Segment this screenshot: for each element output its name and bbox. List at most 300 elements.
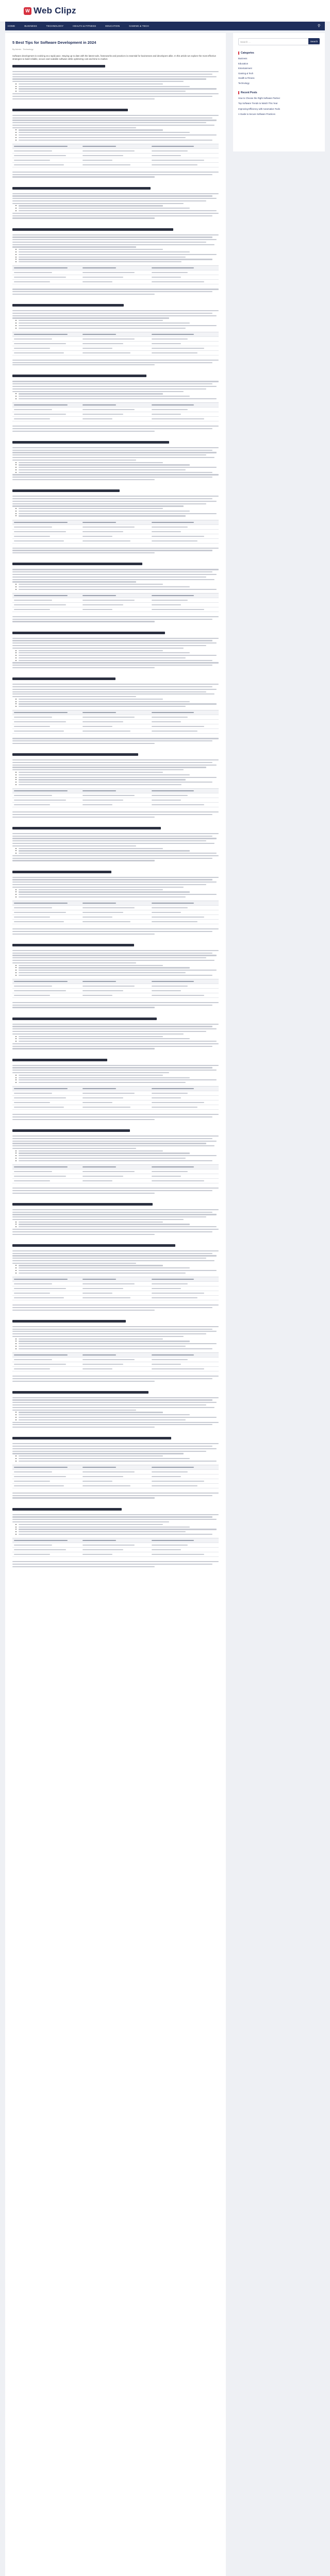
list-item: [12, 774, 219, 775]
category-link[interactable]: Education: [238, 62, 249, 65]
text-line: [12, 1250, 219, 1251]
list-item: [12, 86, 219, 87]
text-line: [12, 1443, 219, 1444]
table-row: [12, 1174, 219, 1179]
list-item: [12, 469, 219, 470]
text-line: [12, 1048, 155, 1049]
list-item: [12, 1075, 219, 1076]
list-item: [12, 772, 219, 773]
table-row: [12, 1277, 219, 1282]
article-section: [12, 1203, 219, 1235]
text-line: [12, 1397, 219, 1398]
data-table: [12, 1352, 219, 1371]
text-line: [12, 474, 219, 475]
search-button[interactable]: Search: [308, 38, 320, 44]
text-line: [12, 638, 219, 639]
list-item: [12, 1265, 219, 1266]
text-line: [12, 1141, 217, 1142]
table-row: [12, 149, 219, 154]
table-row: [12, 724, 219, 729]
text-line: [12, 1072, 169, 1073]
list-item: [12, 1461, 219, 1462]
text-line: [12, 1336, 184, 1337]
text-line: [12, 962, 136, 963]
text-line: [12, 858, 212, 859]
text-line: [12, 1399, 212, 1400]
text-line: [12, 1231, 212, 1232]
text-line: [12, 769, 184, 770]
table-row: [12, 989, 219, 993]
text-line: [12, 431, 155, 432]
text-line: [12, 200, 206, 201]
list-item: [12, 894, 219, 895]
text-line: [12, 1514, 219, 1515]
text-line: [12, 195, 212, 196]
search-input[interactable]: [238, 38, 320, 45]
article-section: [12, 65, 219, 99]
table-row: [12, 525, 219, 530]
text-line: [12, 640, 212, 641]
list-item: [12, 1348, 219, 1349]
text-line: [12, 1188, 219, 1189]
list-item: [12, 1082, 219, 1083]
section-heading: [12, 827, 161, 829]
list-item: [12, 853, 219, 854]
data-table: [12, 332, 219, 355]
table-row: [12, 403, 219, 408]
list-item: [12, 965, 219, 966]
table-row: [12, 270, 219, 275]
list-item: [12, 1077, 219, 1078]
text-line: [12, 1493, 219, 1494]
text-line: [12, 246, 136, 247]
table-row: [12, 1552, 219, 1557]
table-row: [12, 412, 219, 417]
text-line: [12, 317, 169, 318]
list-item: [12, 850, 219, 851]
table-row: [12, 1353, 219, 1358]
list-item: [12, 83, 219, 84]
text-line: [12, 765, 217, 766]
text-line: [12, 581, 136, 582]
text-line: [12, 1028, 217, 1029]
site-logo[interactable]: Web Clipz: [34, 6, 76, 15]
text-line: [12, 619, 212, 620]
table-row: [12, 1358, 219, 1362]
text-line: [12, 381, 219, 382]
text-line: [12, 198, 217, 199]
text-line: [12, 1564, 212, 1565]
text-line: [12, 96, 212, 97]
table-row: [12, 337, 219, 342]
table-row: [12, 803, 219, 807]
nav-item-health[interactable]: HEALTH & FITNESS: [73, 25, 96, 27]
list-item: [12, 701, 219, 702]
text-line: [12, 1031, 206, 1032]
text-line: [12, 662, 219, 663]
section-heading: [12, 375, 146, 377]
section-heading: [12, 1391, 148, 1394]
article-body: [12, 65, 219, 1577]
data-table: [12, 1086, 219, 1110]
list-item: [12, 396, 219, 397]
section-heading: [12, 871, 111, 873]
list-item: [12, 323, 219, 324]
list-item: [12, 393, 219, 394]
text-line: [12, 76, 217, 77]
list-item: [12, 129, 219, 130]
category-link[interactable]: Entertainment: [238, 67, 252, 70]
text-line: [12, 120, 217, 121]
list-item: [12, 1343, 219, 1344]
list-item: [12, 652, 219, 653]
section-heading: [12, 753, 138, 756]
table-row: [12, 1286, 219, 1291]
table-row: [12, 1465, 219, 1470]
table-row: [12, 979, 219, 984]
table-row: [12, 993, 219, 998]
nav-item-education[interactable]: EDUCATION: [105, 25, 120, 27]
article-section: [12, 1437, 219, 1498]
list-item: [12, 467, 219, 468]
text-line: [12, 767, 206, 768]
article: [5, 33, 226, 2576]
list-item: [12, 1419, 219, 1420]
list-item: [12, 132, 219, 133]
search-icon[interactable]: ⚲: [318, 24, 321, 28]
data-table: [12, 520, 219, 544]
text-line: [12, 667, 155, 668]
text-line: [12, 836, 212, 837]
table-row: [12, 594, 219, 598]
text-line: [12, 1495, 212, 1496]
recent-post-link[interactable]: Improving Efficiency with Automation Tools: [238, 107, 280, 110]
text-line: [12, 193, 219, 194]
table-row: [12, 266, 219, 270]
table-row: [12, 1475, 219, 1479]
text-line: [12, 1333, 206, 1334]
text-line: [12, 928, 219, 929]
text-line: [12, 313, 212, 314]
list-item: [12, 1160, 219, 1161]
table-row: [12, 1091, 219, 1096]
table-row: [12, 984, 219, 989]
list-item: [12, 511, 219, 512]
table-row: [12, 798, 219, 803]
text-line: [12, 176, 155, 177]
text-line: [12, 498, 212, 499]
text-line: [12, 571, 212, 572]
main-nav: [5, 22, 325, 30]
list-item: [12, 1150, 219, 1151]
text-line: [12, 1005, 212, 1006]
text-line: [12, 843, 214, 844]
text-line: [12, 1326, 219, 1327]
category-link[interactable]: Technology: [238, 81, 250, 84]
sidebar: [233, 33, 325, 151]
table-row: [12, 1367, 219, 1371]
text-line: [12, 1404, 206, 1405]
text-line: [12, 391, 184, 392]
text-line: [12, 1519, 217, 1520]
table-row: [12, 1096, 219, 1100]
nav-item-business[interactable]: BUSINESS: [24, 25, 37, 27]
text-line: [12, 244, 214, 245]
nav-item-gaming[interactable]: GAMING & TECH: [129, 25, 149, 27]
text-line: [12, 887, 184, 888]
text-line: [12, 1229, 219, 1230]
list-item: [12, 699, 219, 700]
text-line: [12, 645, 206, 646]
list-item: [12, 208, 219, 209]
article-section: [12, 944, 219, 1008]
table-row: [12, 1296, 219, 1300]
text-line: [12, 1214, 217, 1215]
article-section: [12, 563, 219, 622]
text-line: [12, 454, 206, 455]
data-table: [12, 402, 219, 421]
section-heading: [12, 1508, 122, 1511]
text-line: [12, 1329, 212, 1330]
text-line: [12, 386, 217, 387]
text-line: [12, 665, 212, 666]
article-section: [12, 375, 219, 431]
text-line: [12, 684, 219, 685]
text-line: [12, 1143, 206, 1144]
table-row: [12, 280, 219, 284]
nav-item-home[interactable]: HOME: [8, 25, 15, 27]
list-item: [12, 1338, 219, 1340]
text-line: [12, 1145, 214, 1146]
text-line: [12, 817, 155, 818]
intro-paragraph: Software development is evolving at a rapid pace. Staying up to date with the latest tools, frameworks and practices is essential for businesses and developers alike. In this article we explore the most effective strategies to build reliable, secure and scalable software while optimizing cost and time to market.: [12, 55, 216, 61]
list-item: [12, 975, 219, 976]
list-item: [12, 970, 219, 971]
section-heading: [12, 304, 124, 307]
article-section: [12, 1508, 219, 1567]
section-heading: [12, 1203, 153, 1206]
text-line: [12, 1138, 212, 1139]
list-item: [12, 784, 219, 785]
text-line: [12, 1065, 219, 1066]
table-row: [12, 346, 219, 351]
text-line: [12, 845, 136, 846]
table-row: [12, 1538, 219, 1543]
recent-post-link[interactable]: How to Choose the Right Software Partner: [238, 96, 280, 99]
logo-icon[interactable]: W: [24, 7, 31, 15]
text-line: [12, 383, 212, 384]
list-item: [12, 779, 219, 780]
text-line: [12, 1378, 212, 1379]
categories-heading: Categories: [238, 52, 320, 55]
table-row: [12, 530, 219, 534]
list-item: [12, 140, 219, 141]
text-line: [12, 1067, 212, 1068]
table-row: [12, 534, 219, 539]
table-row: [12, 1105, 219, 1110]
list-item: [12, 1417, 219, 1418]
list-item: [12, 703, 219, 704]
text-line: [12, 1219, 184, 1220]
post-title: 5 Best Tips for Software Development in 2024: [12, 40, 96, 45]
text-line: [12, 550, 212, 551]
list-item: [12, 967, 219, 968]
table-row: [12, 154, 219, 158]
text-line: [12, 81, 184, 82]
list-item: [12, 1527, 219, 1528]
text-line: [12, 239, 217, 240]
table-row: [12, 715, 219, 720]
table-row: [12, 915, 219, 920]
section-heading: [12, 489, 120, 492]
list-item: [12, 972, 219, 973]
data-table: [12, 265, 219, 284]
text-line: [12, 693, 214, 694]
article-section: [12, 304, 219, 365]
list-item: [12, 1524, 219, 1525]
text-line: [12, 574, 217, 575]
text-line: [12, 479, 155, 480]
text-line: [12, 1148, 136, 1149]
table-row: [12, 1470, 219, 1475]
table-row: [12, 539, 219, 544]
text-line: [12, 1119, 155, 1120]
list-item: [12, 513, 219, 514]
article-section: [12, 489, 219, 553]
text-line: [12, 388, 206, 389]
list-item: [12, 261, 219, 262]
list-item: [12, 462, 219, 463]
text-line: [12, 1190, 212, 1191]
text-line: [12, 236, 212, 238]
text-line: [12, 1216, 206, 1217]
list-item: [12, 586, 219, 587]
text-line: [12, 93, 219, 94]
text-line: [12, 838, 217, 839]
category-link[interactable]: Health & Fitness: [238, 77, 255, 80]
section-heading: [12, 1129, 130, 1132]
list-item: [12, 782, 219, 783]
list-item: [12, 1224, 219, 1225]
list-item: [12, 1036, 219, 1037]
text-line: [12, 621, 155, 622]
list-item: [12, 889, 219, 890]
text-line: [12, 1253, 212, 1254]
text-line: [12, 505, 184, 506]
text-line: [12, 364, 155, 365]
section-heading: [12, 65, 105, 67]
text-line: [12, 426, 219, 427]
table-row: [12, 910, 219, 915]
section-heading: [12, 1437, 171, 1439]
category-link[interactable]: Business: [238, 57, 248, 60]
text-line: [12, 1193, 155, 1194]
text-line: [12, 738, 219, 739]
text-line: [12, 1451, 206, 1452]
table-row: [12, 1087, 219, 1091]
article-section: [12, 228, 219, 295]
recent-post-link[interactable]: A Guide to Secure Software Practices: [238, 113, 275, 116]
text-line: [12, 934, 155, 935]
table-row: [12, 1479, 219, 1484]
list-item: [12, 1531, 219, 1532]
text-line: [12, 840, 206, 841]
category-link[interactable]: Gaming & Tech: [238, 72, 254, 75]
nav-item-technology[interactable]: TECHNOLOGY: [46, 25, 64, 27]
text-line: [12, 98, 155, 99]
table-row: [12, 342, 219, 346]
data-table: [12, 1465, 219, 1488]
list-item: [12, 1529, 219, 1530]
list-item: [12, 1273, 219, 1274]
list-item: [12, 249, 219, 250]
text-line: [12, 691, 206, 692]
table-row: [12, 158, 219, 163]
text-line: [12, 577, 206, 578]
list-item: [12, 650, 219, 651]
text-line: [12, 1260, 214, 1261]
text-line: [12, 1307, 212, 1308]
text-line: [12, 642, 217, 643]
list-item: [12, 257, 219, 258]
text-line: [12, 1521, 169, 1522]
text-line: [12, 172, 219, 173]
text-line: [12, 1516, 212, 1517]
text-line: [12, 1136, 219, 1137]
list-item: [12, 1270, 219, 1271]
list-item: [12, 88, 219, 89]
table-row: [12, 163, 219, 167]
list-item: [12, 1412, 219, 1413]
text-line: [12, 696, 136, 697]
table-row: [12, 1548, 219, 1552]
table-row: [12, 720, 219, 724]
list-item: [12, 660, 219, 661]
list-item: [12, 706, 219, 707]
text-line: [12, 215, 212, 216]
text-line: [12, 931, 212, 932]
recent-post-link[interactable]: Top Software Trends to Watch This Year: [238, 102, 278, 105]
list-item: [12, 464, 219, 465]
text-line: [12, 428, 212, 429]
text-line: [12, 1070, 217, 1071]
text-line: [12, 1002, 219, 1003]
list-item: [12, 259, 219, 260]
list-item: [12, 1346, 219, 1347]
table-row: [12, 275, 219, 280]
list-item: [12, 205, 219, 206]
table-row: [12, 408, 219, 412]
text-line: [12, 1258, 206, 1259]
text-line: [12, 759, 219, 760]
text-line: [12, 950, 219, 951]
text-line: [12, 1007, 155, 1008]
section-heading: [12, 677, 116, 680]
text-line: [12, 122, 206, 123]
text-line: [12, 310, 219, 311]
table-row: [12, 789, 219, 793]
table-row: [12, 906, 219, 910]
article-section: [12, 187, 219, 219]
text-line: [12, 762, 212, 763]
table-row: [12, 332, 219, 337]
text-line: [12, 1043, 219, 1044]
text-line: [12, 877, 219, 878]
list-item: [12, 134, 219, 135]
data-table: [12, 979, 219, 998]
list-item: [12, 91, 219, 92]
list-item: [12, 1534, 219, 1535]
